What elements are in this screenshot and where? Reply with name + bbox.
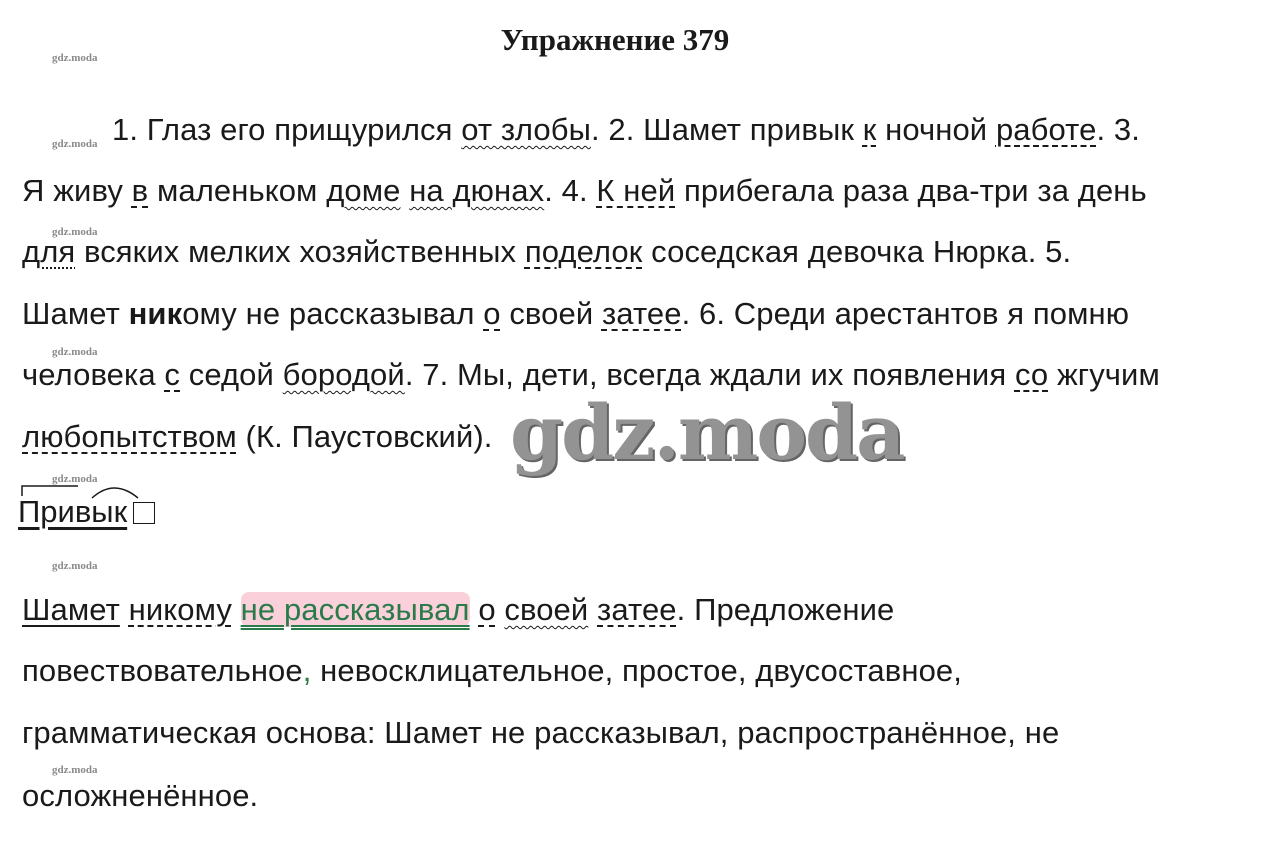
analysis-line-3 [22,715,1059,751]
text-fragment: 1. Глаз его прищурился [112,112,462,147]
analysis-line-2 [22,653,962,689]
object-fragment: поделок [524,234,643,269]
text-fragment: ому не рассказывал [182,296,484,331]
text-fragment: соседская девочка Нюрка. 5. [642,234,1072,269]
attribute-fragment: бородой [282,357,405,392]
text-fragment: прибегала раза два-три за день [675,173,1147,208]
text-fragment: человека [22,357,165,392]
watermark-small: gdz.moda [52,764,98,776]
predicate-fragment: не рассказывал [240,592,470,627]
object-fragment: затее [601,296,682,331]
object-fragment: К ней [596,173,676,208]
text-fragment [400,173,409,208]
watermark-small: gdz.moda [52,226,98,238]
text-line-2 [22,173,1147,209]
text-fragment: . Предложение [676,592,895,627]
object-fragment: работе [995,112,1097,147]
text-fragment: осложненённое. [22,778,259,813]
attribute-fragment: на дюнах [409,173,545,208]
preposition-fragment: о [478,592,496,627]
text-line-4 [22,296,1129,332]
preposition-fragment: в [131,173,149,208]
comma-fragment: , [302,653,312,688]
watermark-small: gdz.moda [52,138,98,150]
watermark-big: gdz.moda [510,388,904,477]
morph-word: Привык [18,494,128,529]
analysis-line-1 [22,592,894,628]
page-title: Упражнение 379 [500,22,730,57]
text-fragment: (К. Паустовский). [236,419,493,454]
subject-fragment: Шамет [22,592,120,627]
analysis-line-4 [22,778,258,814]
text-fragment: жгучим [1048,357,1160,392]
preposition-fragment: со [1014,357,1049,392]
text-fragment: Шамет [22,296,129,331]
object-fragment: затее [597,592,677,627]
preposition-fragment: к [862,112,877,147]
attribute-fragment: своей [504,592,589,627]
text-fragment: грамматическая основа: Шамет не рассказывал, распространённое, не [22,715,1060,750]
text-fragment: маленьком [148,173,327,208]
object-fragment: никому [128,592,232,627]
text-fragment: невосклицательное, простое, двусоставное, [311,653,962,688]
watermark-small: gdz.moda [52,473,98,485]
adverbial-fragment: от злобы [461,112,591,147]
text-fragment: . 7. Мы, дети, всегда ждали их появления [404,357,1015,392]
text-fragment: . 4. [544,173,597,208]
preposition-fragment: о [483,296,501,331]
text-fragment: ночной [876,112,996,147]
watermark-small: gdz.moda [52,346,98,358]
text-fragment: своей [500,296,602,331]
watermark-small: gdz.moda [52,52,98,64]
text-fragment: Я живу [22,173,132,208]
text-line-3 [22,234,1071,270]
preposition-fragment: с [164,357,181,392]
text-line-1 [112,112,1140,148]
morpheme-analysis [18,494,155,530]
text-fragment: . 6. Среди арестантов я помню [681,296,1130,331]
text-fragment: . 3. [1096,112,1140,147]
watermark-small: gdz.moda [52,560,98,572]
ending-box-icon [133,502,155,524]
text-fragment: повествовательное [22,653,303,688]
adverbial-fragment: доме [326,173,401,208]
text-fragment: . 2. Шамет привык [590,112,863,147]
preposition-fragment: для [22,234,76,269]
object-fragment: любопытством [22,419,237,454]
text-line-6 [22,419,493,455]
bold-fragment: ник [128,296,183,331]
text-fragment: всяких мелких хозяйственных [75,234,525,269]
text-fragment: седой [180,357,283,392]
